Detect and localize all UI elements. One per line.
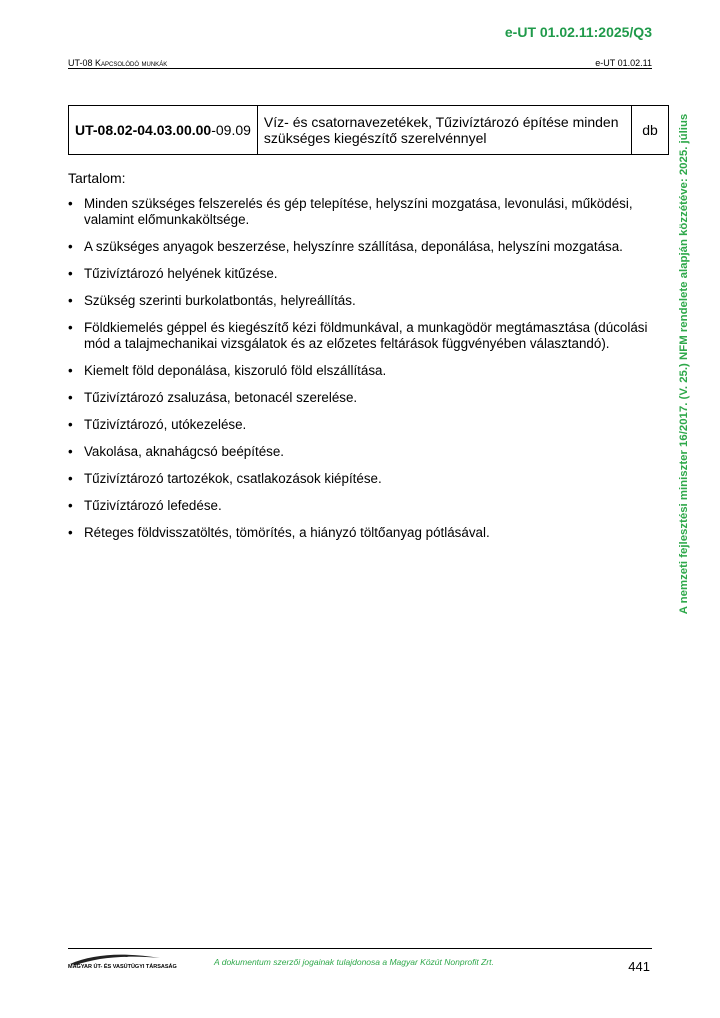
item-code-suffix: -09.09 (211, 122, 251, 138)
list-item: • Földkiemelés géppel és kiegészítő kézi földmunkával, a munkagödör megtámasztása (dúcolási mód a talajmechanikai vizsgálatok és az előzetes feltárások függvényében választandó). (68, 320, 648, 352)
logo-text: MAGYAR ÚT- ÉS VASÚTÜGYI TÁRSASÁG (68, 964, 177, 970)
side-note-text: A nemzeti fejlesztési miniszter 16/2017. (V. 25.) NFM rendelete alapján közzétéve: 2025. július (678, 113, 690, 615)
item-description: Víz- és csatornavezetékek, Tűzivíztározó építése minden szükséges kiegészítő szerelvénnyel (257, 106, 631, 155)
footer-logo (68, 952, 177, 974)
list-item: • Tűzivíztározó zsaluzása, betonacél szerelése. (68, 390, 648, 406)
list-item: • Tűzivíztározó lefedése. (68, 498, 648, 514)
item-code-cell (69, 106, 258, 155)
list-item: • Szükség szerinti burkolatbontás, helyreállítás. (68, 293, 648, 309)
table-row (69, 106, 669, 155)
content-heading: Tartalom: (68, 170, 126, 186)
document-code: e-UT 01.02.11:2025/Q3 (504, 24, 652, 40)
list-item: • Vakolása, aknahágcsó beépítése. (68, 444, 648, 460)
item-code: UT-08.02-04.03.00.00 (75, 122, 212, 138)
footer-copyright: A dokumentum szerzői jogainak tulajdonosa a Magyar Közút Nonprofit Zrt. (214, 957, 494, 967)
footer-divider (68, 948, 652, 949)
list-item: • Tűzivíztározó tartozékok, csatlakozások kiépítése. (68, 471, 648, 487)
header-section: UT-08 Kapcsolódó munkák (68, 58, 168, 68)
header-doc-ref: e-UT 01.02.11 (595, 58, 652, 68)
list-item: • Réteges földvisszatöltés, tömörítés, a hiányzó töltőanyag pótlásával. (68, 525, 648, 541)
list-item: • A szükséges anyagok beszerzése, helyszínre szállítása, deponálása, helyszíni mozgatása. (68, 239, 648, 255)
item-unit: db (632, 106, 669, 155)
content-list (68, 196, 648, 552)
list-item: • Minden szükséges felszerelés és gép telepítése, helyszíni mozgatása, levonulási, működési, valamint előmunkaköltsége. (68, 196, 648, 228)
list-item: • Tűzivíztározó helyének kitűzése. (68, 266, 648, 282)
item-table (68, 105, 669, 155)
side-publication-note (673, 98, 695, 630)
page-number: 441 (628, 959, 650, 974)
running-header (68, 58, 652, 69)
list-item: • Kiemelt föld deponálása, kiszoruló föld elszállítása. (68, 363, 648, 379)
list-item: • Tűzivíztározó, utókezelése. (68, 417, 648, 433)
